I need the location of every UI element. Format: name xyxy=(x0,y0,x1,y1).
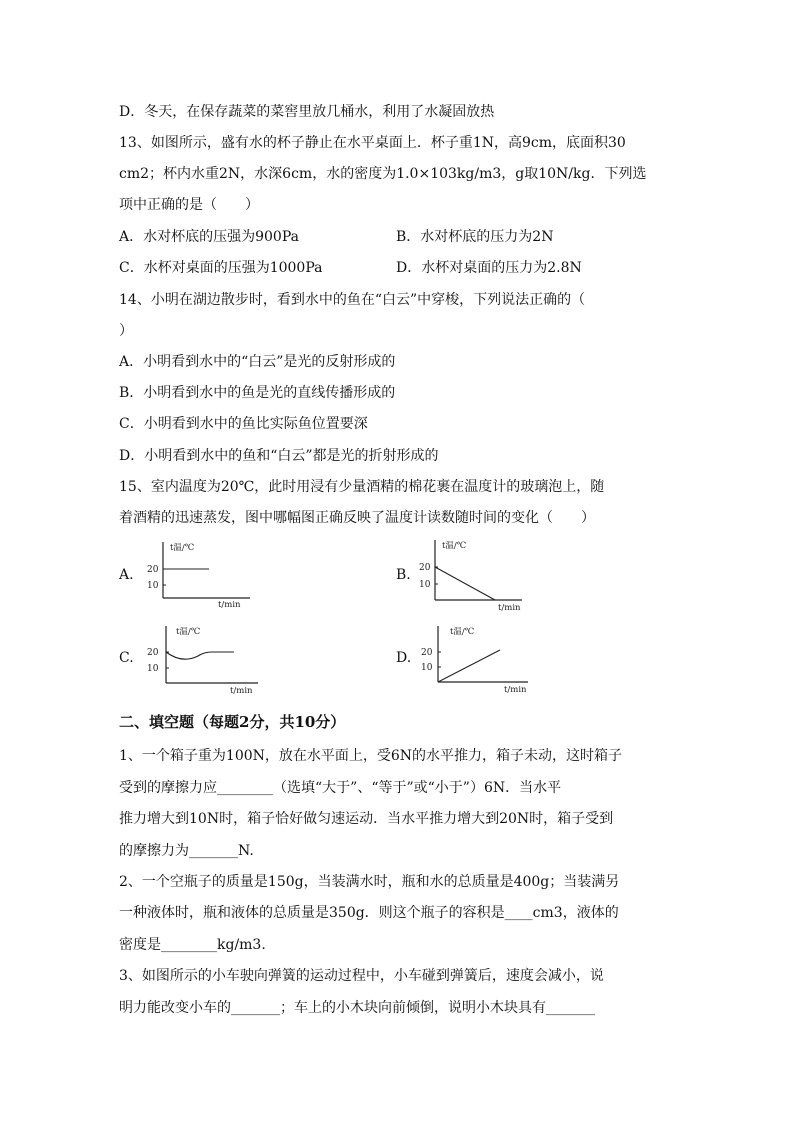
q13-stem-line-2: cm2；杯内水重2N，水深6cm，水的密度为1.0×103kg/m3，g取10N/kg．下列选 xyxy=(119,166,647,182)
y-axis-label: t温/℃ xyxy=(170,543,195,553)
fill-q1-line-3: 推力增大到10N时，箱子恰好做匀速运动．当水平推力增大到20N时，箱子受到 xyxy=(119,811,614,827)
q15-stem-line-2: 着酒精的迅速蒸发，图中哪幅图正确反映了温度计读数随时间的变化（ ） xyxy=(119,510,595,526)
tick-label-10: 10 xyxy=(147,581,159,591)
q14-stem-line-1: 14、小明在湖边散步时，看到水中的鱼在“白云”中穿梭，下列说法正确的（ xyxy=(119,292,586,308)
tick-label-10: 10 xyxy=(421,663,433,673)
tick-label-10: 10 xyxy=(419,580,431,590)
q15-graph-c-label: C. xyxy=(119,650,134,666)
y-axis-label: t温/℃ xyxy=(450,627,475,637)
y-axis-label: t温/℃ xyxy=(176,627,201,637)
y-axis-label: t温/℃ xyxy=(442,541,467,551)
fill-q3-line-1: 3、如图所示的小车驶向弹簧的运动过程中，小车碰到弹簧后，速度会减小，说 xyxy=(119,968,604,984)
q13-option-b: B．水对杯底的压力为2N xyxy=(396,229,554,245)
fill-q1-line-1: 1、一个箱子重为100N，放在水平面上，受6N的水平推力，箱子未动，这时箱子 xyxy=(119,748,623,764)
q15-graph-d-label: D. xyxy=(396,650,412,666)
fill-q3-line-2: 明力能改变小车的_______；车上的小木块向前倾倒，说明小木块具有_______ xyxy=(119,1000,595,1016)
tick-label-20: 20 xyxy=(147,565,159,575)
q15-graph-d-svg xyxy=(418,622,538,696)
q15-stem-line-1: 15、室内温度为20℃，此时用浸有少量酒精的棉花裹在温度计的玻璃泡上，随 xyxy=(119,479,605,495)
q14-stem-line-2: ） xyxy=(119,323,133,339)
q15-graph-a xyxy=(147,538,260,612)
fill-q1-line-2: 受到的摩擦力应________（选填“大于”、“等于”或“小于”）6N．当水平 xyxy=(119,780,562,796)
q15-graph-c-svg xyxy=(146,622,266,696)
x-axis-label: t/min xyxy=(230,686,253,696)
q12-option-d: D．冬天，在保存蔬菜的菜窖里放几桶水，利用了水凝固放热 xyxy=(119,104,495,120)
q15-graph-b-label: B. xyxy=(396,567,411,583)
fill-q2-line-1: 2、一个空瓶子的质量是150g，当装满水时，瓶和水的总质量是400g；当装满另 xyxy=(119,874,620,890)
fill-q2-line-3: 密度是________kg/m3. xyxy=(119,937,266,953)
q15-graph-c xyxy=(146,622,266,696)
q15-graph-a-svg xyxy=(147,538,260,612)
fill-q1-line-4: 的摩擦力为_______N. xyxy=(119,843,254,859)
x-axis-label: t/min xyxy=(498,603,521,613)
series-line xyxy=(435,567,495,600)
q13-option-a: A．水对杯底的压强为900Pa xyxy=(119,229,299,245)
q14-option-b: B．小明看到水中的鱼是光的直线传播形成的 xyxy=(119,385,396,401)
q15-graph-d xyxy=(418,622,538,696)
q14-option-c: C．小明看到水中的鱼比实际鱼位置要深 xyxy=(119,416,368,432)
q14-option-d: D．小明看到水中的鱼和“白云”都是光的折射形成的 xyxy=(119,448,439,464)
tick-label-20: 20 xyxy=(421,648,433,658)
series-line xyxy=(166,652,234,659)
q15-graph-a-label: A. xyxy=(119,567,134,583)
fill-q2-line-2: 一种液体时，瓶和液体的总质量是350g．则这个瓶子的容积是____cm3，液体的 xyxy=(119,905,619,921)
q15-graph-b xyxy=(418,536,528,616)
x-axis-label: t/min xyxy=(218,600,241,610)
q15-graph-b-svg xyxy=(418,536,528,616)
series-line xyxy=(438,650,500,682)
q13-option-c: C．水杯对桌面的压强为1000Pa xyxy=(119,260,323,276)
x-axis-label: t/min xyxy=(504,685,527,695)
q13-stem-line-3: 项中正确的是（ ） xyxy=(119,197,259,213)
q13-option-d: D．水杯对桌面的压力为2.8N xyxy=(396,260,582,276)
tick-label-10: 10 xyxy=(147,664,159,674)
q13-stem-line-1: 13、如图所示，盛有水的杯子静止在水平桌面上．杯子重1N，高9cm，底面积30 xyxy=(119,135,626,151)
tick-label-20: 20 xyxy=(147,648,159,658)
tick-label-20: 20 xyxy=(419,563,431,573)
q14-option-a: A．小明看到水中的“白云”是光的反射形成的 xyxy=(119,354,396,370)
section-2-title: 二、填空题（每题2分，共10分） xyxy=(119,713,346,731)
